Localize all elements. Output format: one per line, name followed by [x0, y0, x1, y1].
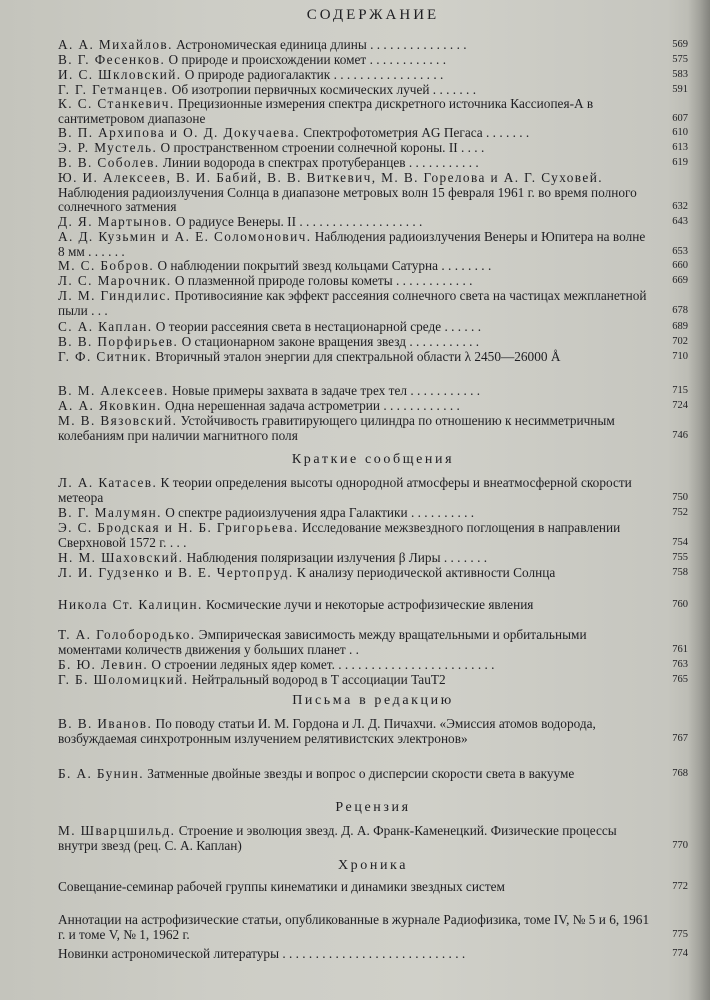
page-number: 774	[672, 948, 688, 959]
page-number: 724	[672, 400, 688, 411]
page-number: 607	[672, 112, 688, 124]
page-number: 761	[672, 643, 688, 655]
contents-heading: СОДЕРЖАНИЕ	[306, 7, 440, 23]
page-number: 689	[672, 321, 688, 332]
toc-entry: Д. Я. Мартынов. О радиусе Венеры. II . . . . . . . . . . . . . . . . . . . 643	[58, 214, 688, 229]
toc-entry: В. М. Алексеев. Новые примеры захвата в задаче трех тел . . . . . . . . . . . 715	[58, 383, 688, 398]
page-number: 715	[672, 385, 688, 396]
page-number: 569	[672, 39, 688, 50]
page-number: 710	[672, 351, 688, 362]
page-number: 702	[672, 336, 688, 347]
page-number: 678	[672, 304, 688, 316]
toc-entry: Л. М. Гиндилис. Противосияние как эффект рассеяния солнечного света на частицах межпланетной пыли . . . 678	[58, 288, 688, 318]
toc-entry: А. Д. Кузьмин и А. Е. Соломонович. Наблюдения радиоизлучения Венеры и Юпитера на волне 8 мм . . . . . . 653	[58, 229, 688, 259]
toc-entry: Т. А. Голобородько. Эмпирическая зависимость между вращательными и орбитальными моментами количеств движения у больших планет . . 761	[58, 627, 688, 657]
toc-entry: И. С. Шкловский. О природе радиогалактик . . . . . . . . . . . . . . . . . 583	[58, 67, 688, 82]
toc-entry: Н. М. Шаховский. Наблюдения поляризации излучения β Лиры . . . . . . . 755	[58, 550, 688, 565]
toc-entry: В. П. Архипова и О. Д. Докучаева. Спектрофотометрия AG Пегаса . . . . . . . 610	[58, 125, 688, 140]
page-number: 632	[672, 201, 688, 213]
toc-entry: Новинки астрономической литературы . . . . . . . . . . . . . . . . . . . . . . . . . . . . 774	[58, 946, 688, 961]
page-number: 643	[672, 216, 688, 227]
toc-entry: М. С. Бобров. О наблюдении покрытий звезд кольцами Сатурна . . . . . . . . 660	[58, 258, 688, 273]
page-number: 755	[672, 552, 688, 563]
review-heading: Рецензия	[335, 800, 411, 815]
chronicle-heading: Хроника	[337, 858, 409, 873]
toc-entry: В. В. Соболев. Линии водорода в спектрах протуберанцев . . . . . . . . . . . 619	[58, 155, 688, 170]
toc-entry: Б. Ю. Левин. О строении ледяных ядер комет. . . . . . . . . . . . . . . . . . . . . . . . . 763	[58, 657, 688, 672]
page-number: 767	[672, 732, 688, 744]
toc-entry: В. Г. Фесенков. О природе и происхождении комет . . . . . . . . . . . . 575	[58, 52, 688, 67]
toc-entry: М. Шварцшильд. Строение и эволюция звезд. Д. А. Франк-Каменецкий. Физические процессы внутри звезд (рец. С. А. Каплан) 770	[58, 823, 688, 853]
toc-entry: Никола Ст. Калицин. Космические лучи и некоторые астрофизические явления 760	[58, 597, 688, 612]
toc-entry: Э. С. Бродская и Н. Б. Григорьева. Исследование межзвездного поглощения в направлении Сверхновой 1572 г. . . . 754	[58, 520, 688, 550]
page-number: 619	[672, 157, 688, 168]
page-number: 575	[672, 54, 688, 65]
toc-entry: Л. С. Марочник. О плазменной природе головы кометы . . . . . . . . . . . . 669	[58, 273, 688, 288]
page-number: 613	[672, 142, 688, 153]
toc-entry: Г. Ф. Ситник. Вторичный эталон энергии для спектральной области λ 2450—26000 Å 710	[58, 349, 688, 364]
toc-entry: С. А. Каплан. О теории рассеяния света в нестационарной среде . . . . . . 689	[58, 319, 688, 334]
toc-entry: Э. Р. Мустель. О пространственном строении солнечной короны. II . . . . 613	[58, 140, 688, 155]
page-number: 750	[672, 491, 688, 503]
toc-entry: Совещание-семинар рабочей группы кинематики и динамики звездных систем 772	[58, 879, 688, 894]
page-number: 763	[672, 659, 688, 670]
page-number: 765	[672, 674, 688, 685]
toc-entry: В. Г. Малумян. О спектре радиоизлучения ядра Галактики . . . . . . . . . . 752	[58, 505, 688, 520]
page-number: 669	[672, 275, 688, 286]
page-number: 653	[672, 245, 688, 257]
toc-entry: Аннотации на астрофизические статьи, опубликованные в журнале Радиофизика, томе IV, № 5 и 6, 1961 г. и томе V, № 1, 1962 г. 775	[58, 912, 688, 942]
page-number: 775	[672, 928, 688, 940]
page-number: 610	[672, 127, 688, 138]
toc-entry: А. А. Михайлов. Астрономическая единица длины . . . . . . . . . . . . . . . 569	[58, 37, 688, 52]
toc-entry: В. В. Иванов. По поводу статьи И. М. Гордона и Л. Д. Пичахчи. «Эмиссия атомов водорода, возбуждаемая синхротронным излучением релятивистских электронов» 767	[58, 716, 688, 746]
toc-entry: В. В. Порфирьев. О стационарном законе вращения звезд . . . . . . . . . . . 702	[58, 334, 688, 349]
short-messages-heading: Краткие сообщения	[291, 452, 455, 467]
toc-entry: Б. А. Бунин. Затменные двойные звезды и вопрос о дисперсии скорости света в вакууме 768	[58, 766, 688, 781]
page-number: 660	[672, 260, 688, 271]
toc-entry: М. В. Вязовский. Устойчивость гравитирующего цилиндра по отношению к несимметричным колебаниям при наличии магнитного поля 746	[58, 413, 688, 443]
page-number: 583	[672, 69, 688, 80]
book-gutter-shadow	[688, 0, 710, 1000]
page-number: 760	[672, 599, 688, 610]
page-number: 754	[672, 536, 688, 548]
toc-entry: Ю. И. Алексеев, В. И. Бабий, В. В. Виткевич, М. В. Горелова и А. Г. Суховей. Наблюдения радиоизлучения Солнца в диапазоне метровых волн 15 февраля 1961 г. во время полного солнечного затмения 632	[58, 170, 688, 215]
toc-entry: Г. Г. Гетманцев. Об изотропии первичных космических лучей . . . . . . . 591	[58, 82, 688, 97]
letters-heading: Письма в редакцию	[292, 693, 454, 708]
toc-entry: Л. И. Гудзенко и В. Е. Чертопруд. К анализу периодической активности Солнца 758	[58, 565, 688, 580]
page-number: 746	[672, 429, 688, 441]
toc-entry: Л. А. Катасев. К теории определения высоты однородной атмосферы и внеатмосферной скорости метеора 750	[58, 475, 688, 505]
page-number: 770	[672, 839, 688, 851]
page-number: 768	[672, 768, 688, 779]
toc-entry: К. С. Станкевич. Прецизионные измерения спектра дискретного источника Кассиопея-А в сантиметровом диапазоне 607	[58, 96, 688, 126]
page-number: 772	[672, 881, 688, 892]
page-number: 758	[672, 567, 688, 578]
page-number: 752	[672, 507, 688, 518]
page-number: 591	[672, 84, 688, 95]
toc-entry: Г. Б. Шоломицкий. Нейтральный водород в T ассоциации TauT2 765	[58, 672, 688, 687]
toc-entry: А. А. Яковкин. Одна нерешенная задача астрометрии . . . . . . . . . . . . 724	[58, 398, 688, 413]
